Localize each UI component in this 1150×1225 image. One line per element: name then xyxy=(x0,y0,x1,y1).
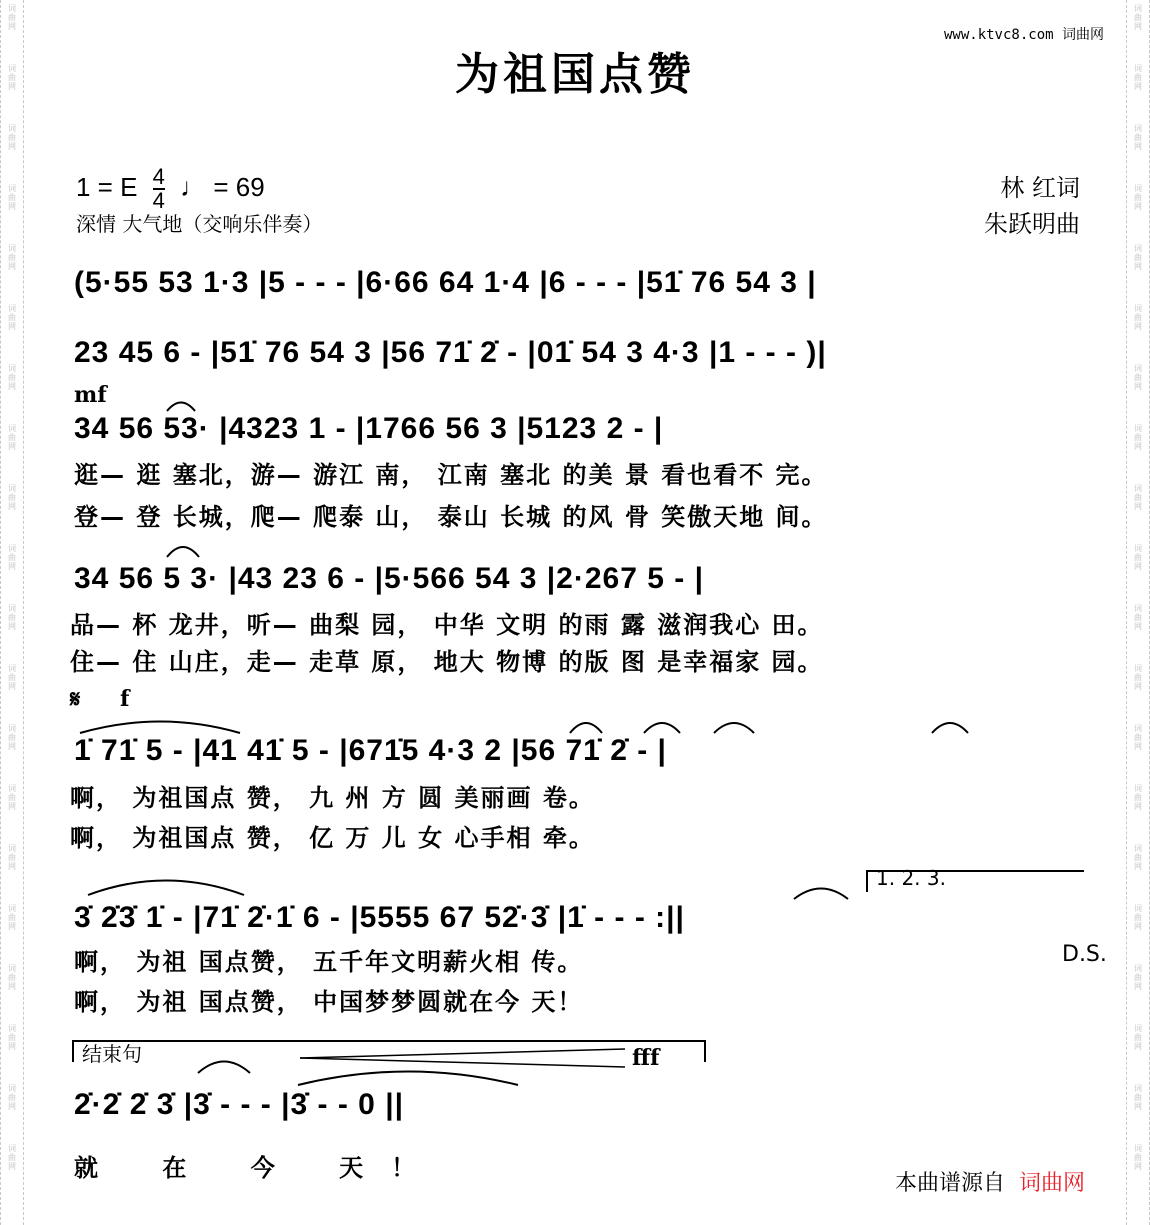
side-watermark-text: 词 曲 网 xyxy=(8,1024,16,1051)
source-brand-link[interactable]: 词曲网 xyxy=(1019,1171,1086,1196)
dynamic-mf: mf xyxy=(74,382,107,408)
time-sig-top: 4 xyxy=(152,164,165,189)
song-title: 为祖国点赞 xyxy=(455,49,695,100)
score-row-7: 2̇·2̇ 2̇ 3̇ |3̇ - - - |3̇ - - 0 || xyxy=(74,1088,404,1121)
ds-marking: D.S. xyxy=(1062,942,1107,967)
slur-icon xyxy=(712,718,756,734)
left-watermark-strip xyxy=(0,0,24,1225)
side-watermark-text: 词 曲 网 xyxy=(1134,604,1142,631)
lyrics-row-5-verse-2: 啊， 为祖国点 赞， 亿 万 儿 女 心手相 牵。 xyxy=(70,824,595,852)
side-watermark-text: 词 曲 网 xyxy=(8,124,16,151)
side-watermark-text: 词 曲 网 xyxy=(1134,1144,1142,1171)
slur-icon xyxy=(568,718,604,734)
slur-icon xyxy=(792,884,850,900)
side-watermark-text: 词 曲 网 xyxy=(8,184,16,211)
score-row-2: 23 45 6 - |51̇ 76 54 3 |56 71̇ 2̇ - |01̇ 54 3 4·3 |1 - - - )| xyxy=(74,336,827,369)
side-watermark-text: 词 曲 网 xyxy=(1134,844,1142,871)
tie-icon xyxy=(296,1066,520,1086)
side-watermark-text: 词 曲 网 xyxy=(1134,304,1142,331)
ending-label: 结束句 xyxy=(82,1042,142,1066)
side-watermark-text: 词 曲 网 xyxy=(1134,484,1142,511)
lyrics-row-6-verse-2: 啊， 为祖 国点赞， 中国梦梦圆就在今 天！ xyxy=(74,988,584,1016)
lyrics-row-3-verse-1: 逛— 逛 塞北，游— 游江 南， 江南 塞北 的美 景 看也看不 完。 xyxy=(74,461,828,489)
side-watermark-text: 词 曲 网 xyxy=(8,844,16,871)
side-watermark-text: 词 曲 网 xyxy=(1134,124,1142,151)
source-label: 本曲谱源自 xyxy=(895,1171,1006,1196)
score-row-3: 34 56 53· |4323 1 - |1766 56 3 |5123 2 - | xyxy=(74,412,664,445)
slur-icon xyxy=(86,876,246,896)
side-watermark-text: 词 曲 网 xyxy=(1134,1084,1142,1111)
lyricist-credit: 林 红词 xyxy=(1000,174,1080,202)
slur-icon xyxy=(165,542,201,558)
side-watermark-text: 词 曲 网 xyxy=(8,484,16,511)
lyrics-row-7: 就 在 今 天！ xyxy=(74,1154,444,1182)
side-watermark-text: 词 曲 网 xyxy=(8,244,16,271)
composer-credit: 朱跃明曲 xyxy=(984,210,1080,238)
volta-label: 1. 2. 3. xyxy=(876,866,946,890)
slur-icon xyxy=(78,718,242,734)
side-watermark-text: 词 曲 网 xyxy=(1134,544,1142,571)
segno-icon: 𝄋 xyxy=(70,684,81,713)
site-url[interactable]: www.ktvc8.com 词曲网 xyxy=(943,27,1104,43)
side-watermark-text: 词 曲 网 xyxy=(8,304,16,331)
side-watermark-text: 词 曲 网 xyxy=(1134,904,1142,931)
side-watermark-text: 词 曲 网 xyxy=(1134,184,1142,211)
side-watermark-text: 词 曲 网 xyxy=(1134,664,1142,691)
side-watermark-text: 词 曲 网 xyxy=(8,364,16,391)
side-watermark-text: 词 曲 网 xyxy=(8,664,16,691)
score-row-6: 3̇ 2̇3̇ 1̇ - |71̇ 2̇·1̇ 6 - |5555 67 52̇·3̇ |1̇ - - - :|| xyxy=(74,901,685,934)
tempo-value: = 69 xyxy=(213,171,265,202)
side-watermark-text: 词 曲 网 xyxy=(8,424,16,451)
quarter-note-icon: ♩ xyxy=(180,171,207,202)
side-watermark-text: 词 曲 网 xyxy=(1134,244,1142,271)
side-watermark-text: 词 曲 网 xyxy=(1134,364,1142,391)
side-watermark-text: 词 曲 网 xyxy=(8,544,16,571)
lyrics-row-4-verse-2: 住— 住 山庄，走— 走草 原， 地大 物博 的版 图 是幸福家 园。 xyxy=(70,648,824,676)
lyrics-row-3-verse-2: 登— 登 长城，爬— 爬泰 山， 泰山 长城 的风 骨 笑傲天地 间。 xyxy=(74,503,828,531)
volta-bracket xyxy=(866,866,1084,892)
time-sig-bottom: 4 xyxy=(152,188,165,213)
side-watermark-text: 词 曲 网 xyxy=(8,64,16,91)
key-label: 1 = E xyxy=(76,171,138,202)
side-watermark-text: 词 曲 网 xyxy=(8,1144,16,1171)
side-watermark-text: 词 曲 网 xyxy=(8,4,16,31)
time-signature xyxy=(153,166,165,212)
tempo-marking: 深情 大气地（交响乐伴奏） xyxy=(76,212,323,236)
score-row-1: (5·55 53 1·3 |5 - - - |6·66 64 1·4 |6 - - - |51̇ 76 54 3 | xyxy=(74,266,817,299)
side-watermark-text: 词 曲 网 xyxy=(1134,424,1142,451)
score-row-4: 34 56 5 3· |43 23 6 - |5·566 54 3 |2·267 5 - | xyxy=(74,562,704,595)
lyrics-row-4-verse-1: 品— 杯 龙井，听— 曲梨 园， 中华 文明 的雨 露 滋润我心 田。 xyxy=(70,611,824,639)
score-row-5: 1̇ 71̇ 5 - |41 41̇ 5 - |671̇5 4·3 2 |56 71̇ 2̇ - | xyxy=(74,734,667,767)
lyrics-row-6-verse-1: 啊， 为祖 国点赞， 五千年文明薪火相 传。 xyxy=(74,948,584,976)
side-watermark-text: 词 曲 网 xyxy=(8,784,16,811)
dynamic-fff: fff xyxy=(632,1045,660,1071)
credits xyxy=(930,170,1080,242)
side-watermark-text: 词 曲 网 xyxy=(8,1084,16,1111)
side-watermark-text: 词 曲 网 xyxy=(8,724,16,751)
side-watermark-text: 词 曲 网 xyxy=(1134,724,1142,751)
side-watermark-text: 词 曲 网 xyxy=(8,904,16,931)
side-watermark-text: 词 曲 网 xyxy=(1134,64,1142,91)
slur-icon xyxy=(196,1056,252,1074)
dynamic-f: f xyxy=(120,686,130,712)
side-watermark-text: 词 曲 网 xyxy=(1134,4,1142,31)
right-watermark-strip xyxy=(1126,0,1150,1225)
side-watermark-text: 词 曲 网 xyxy=(1134,964,1142,991)
side-watermark-text: 词 曲 网 xyxy=(8,604,16,631)
source-note xyxy=(895,1166,1085,1197)
side-watermark-text: 词 曲 网 xyxy=(8,964,16,991)
key-signature xyxy=(76,166,265,212)
slur-icon xyxy=(930,718,970,734)
side-watermark-text: 词 曲 网 xyxy=(1134,1024,1142,1051)
slur-icon xyxy=(642,718,682,734)
slur-icon xyxy=(165,398,197,412)
side-watermark-text: 词 曲 网 xyxy=(1134,784,1142,811)
lyrics-row-5-verse-1: 啊， 为祖国点 赞， 九 州 方 圆 美丽画 卷。 xyxy=(70,784,595,812)
